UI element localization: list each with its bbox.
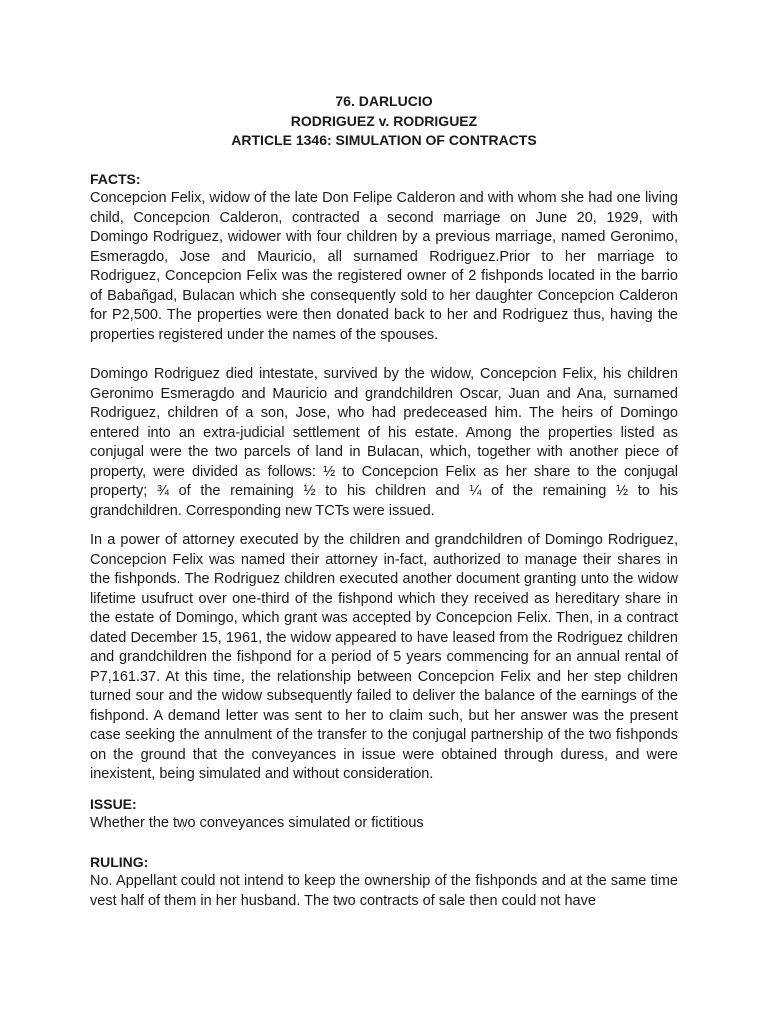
issue-heading: ISSUE: xyxy=(90,795,137,812)
case-header xyxy=(90,92,678,151)
facts-heading: FACTS: xyxy=(90,170,141,187)
facts-paragraph-2: Domingo Rodriguez died intestate, survived by the widow, Concepcion Felix, his children Geronimo Esmeragdo and Mauricio and grandchildren Oscar, Juan and Ana, surnamed Rodriguez, children of a son, Jose, who had predeceased him. The heirs of Domingo entered into an extra-judicial settlement of his estate. Among the properties listed as conjugal were the two parcels of land in Bulacan, which, together with another piece of property, were divided as follows: ½ to Concepcion Felix as her share to the conjugal property; ¾ of the remaining ½ to his children and ¼ of the remaining ½ to his grandchildren. Corresponding new TCTs were issued. xyxy=(90,366,678,519)
case-number: 76. DARLUCIO xyxy=(335,93,433,109)
issue-text: Whether the two conveyances simulated or fictitious xyxy=(90,815,424,831)
ruling-heading: RULING: xyxy=(90,853,149,870)
case-title: RODRIGUEZ v. RODRIGUEZ xyxy=(290,112,478,129)
ruling-text: No. Appellant could not intend to keep the ownership of the fishponds and at the same time vest half of them in her husband. The two contracts of sale then could not have xyxy=(90,873,678,909)
case-topic: ARTICLE 1346: SIMULATION OF CONTRACTS xyxy=(231,132,537,148)
facts-paragraph-1: Concepcion Felix, widow of the late Don Felipe Calderon and with whom she had one living child, Concepcion Calderon, contracted a second marriage on June 20, 1929, with Domingo Rodriguez, widower with four children by a previous marriage, named Geronimo, Esmeragdo, Jose and Mauricio, all surnamed Rodriguez.Prior to her marriage to Rodriguez, Concepcion Felix was the registered owner of 2 fishponds located in the barrio of Babañgad, Bulacan which she consequently sold to her daughter Concepcion Calderon for P2,500. The properties were then donated back to her and Rodriguez thus, having the properties registered under the names of the spouses. xyxy=(90,190,678,343)
facts-paragraph-3: In a power of attorney executed by the children and grandchildren of Domingo Rodriguez, Concepcion Felix was named their attorney in-fact, authorized to manage their shares in the fishponds. The Rodriguez children executed another document granting unto the widow lifetime usufruct over one-third of the fishpond which they received as hereditary share in the estate of Domingo, which grant was accepted by Concepcion Felix. Then, in a contract dated December 15, 1961, the widow appeared to have leased from the Rodriguez children and grandchildren the fishpond for a period of 5 years commencing for an annual rental of P7,161.37. At this time, the relationship between Concepcion Felix and her step children turned sour and the widow subsequently failed to deliver the balance of the earnings of the fishpond. A demand letter was sent to her to claim such, but her answer was the present case seeking the annulment of the transfer to the conjugal partnership of the two fishponds on the ground that the conveyances in issue were obtained through duress, and were inexistent, being simulated and without consideration. xyxy=(90,532,678,782)
document-page xyxy=(90,92,678,911)
